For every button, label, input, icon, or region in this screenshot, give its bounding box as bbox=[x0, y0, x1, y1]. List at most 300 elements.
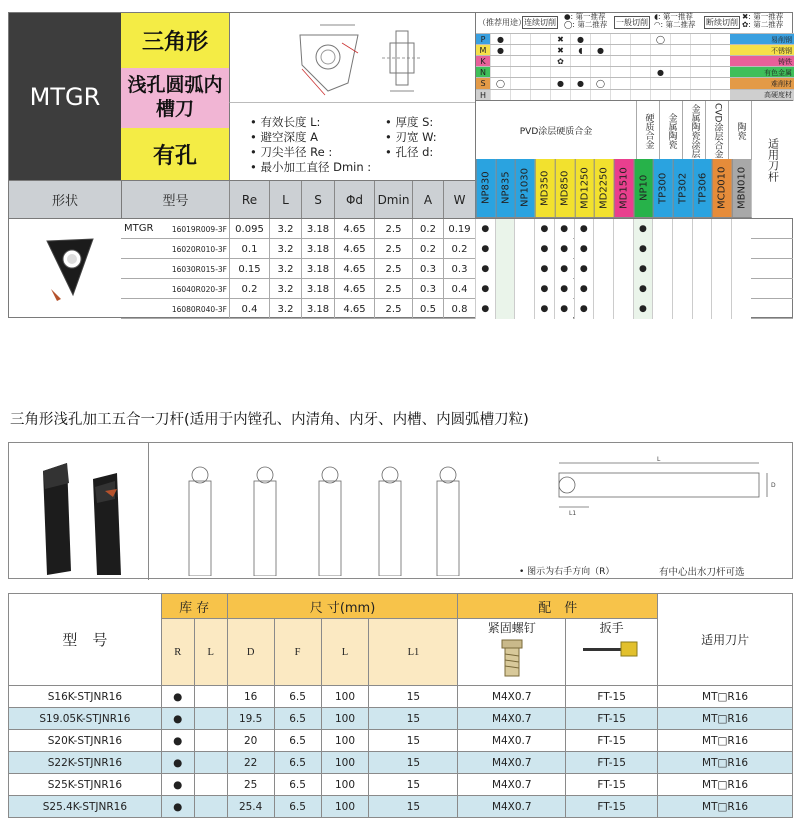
dim-label-l: L bbox=[657, 456, 661, 463]
grade-mark bbox=[731, 259, 751, 279]
insert-row bbox=[121, 259, 793, 279]
title-type: 浅孔圆弧内槽刀 bbox=[121, 68, 229, 128]
grade-mark bbox=[652, 259, 672, 279]
grade-header-md850: MD850 bbox=[555, 159, 575, 218]
group-ceramic: 陶瓷 bbox=[729, 101, 752, 160]
group-cermet-coated: 金属陶瓷涂层 bbox=[683, 101, 706, 160]
th-l1: L1 bbox=[369, 619, 458, 686]
grade-mark bbox=[514, 259, 534, 279]
grade-mark bbox=[731, 219, 751, 239]
row-dim-value: 0.15 bbox=[229, 259, 269, 279]
row-dim-value: 4.65 bbox=[334, 299, 374, 319]
row-dim-value: 3.18 bbox=[301, 259, 334, 279]
holder-cell-d: 16 bbox=[227, 686, 274, 708]
holder-cell-len: 100 bbox=[321, 708, 369, 730]
row-model: 16040R020-3F bbox=[171, 284, 227, 294]
row-dim-value: 0.3 bbox=[412, 259, 443, 279]
row-dim-value: 3.2 bbox=[269, 239, 301, 259]
holder-cell-d: 25.4 bbox=[227, 796, 274, 818]
row-dim-value: 3.2 bbox=[269, 219, 301, 239]
material-mark: ◖ bbox=[570, 45, 590, 56]
grade-header-np830: NP830 bbox=[476, 159, 496, 218]
material-row-P bbox=[476, 33, 794, 44]
holder-cell-screw: M4X0.7 bbox=[458, 730, 566, 752]
grade-mark: ● bbox=[534, 299, 554, 319]
material-mark: ✖ bbox=[550, 34, 570, 45]
grade-mark: ● bbox=[534, 259, 554, 279]
grade-mark: ● bbox=[475, 219, 495, 239]
grade-mark: ● bbox=[633, 299, 653, 319]
coolant-note: 有中心出水刀杆可选 bbox=[659, 567, 745, 578]
row-dim-value: 3.2 bbox=[269, 259, 301, 279]
holder-dimension-drawing bbox=[539, 455, 779, 525]
grade-header-md1510: MD1510 bbox=[614, 159, 634, 218]
dim-header: Dmin bbox=[374, 181, 412, 219]
holder-cell-insert: MT□R16 bbox=[658, 752, 793, 774]
holder-cell-l bbox=[194, 752, 227, 774]
holder-cell-l bbox=[194, 774, 227, 796]
grade-mark bbox=[613, 219, 633, 239]
row-model: 16030R015-3F bbox=[171, 264, 227, 274]
holder-cell-f: 6.5 bbox=[274, 752, 321, 774]
row-dim-value: 0.1 bbox=[229, 239, 269, 259]
holder-row bbox=[9, 686, 793, 708]
dim-header: A bbox=[412, 181, 443, 219]
holder-cell-wrench: FT-15 bbox=[566, 774, 658, 796]
grade-mark bbox=[711, 279, 731, 299]
param-l: • 有效长度 L: bbox=[250, 115, 321, 129]
holder-cell-wrench: FT-15 bbox=[566, 752, 658, 774]
insert-row bbox=[121, 279, 793, 299]
material-mark: ✖ bbox=[550, 45, 570, 56]
holder-cell-l1: 15 bbox=[369, 730, 458, 752]
holder-cell-d: 19.5 bbox=[227, 708, 274, 730]
holder-cell-f: 6.5 bbox=[274, 708, 321, 730]
material-name: 难削材 bbox=[730, 78, 794, 89]
holder-cell-l bbox=[194, 686, 227, 708]
grade-mark bbox=[613, 279, 633, 299]
grade-mark: ● bbox=[633, 279, 653, 299]
holder-cell-r: ● bbox=[161, 796, 194, 818]
dimension-headers bbox=[229, 180, 475, 218]
material-name: 有色金属 bbox=[730, 67, 794, 78]
holder-cell-l bbox=[194, 796, 227, 818]
grade-mark: ● bbox=[633, 259, 653, 279]
grade-column-headers bbox=[475, 159, 751, 218]
material-mark: ● bbox=[490, 45, 510, 56]
grade-mark bbox=[652, 299, 672, 319]
row-dim-value: 0.2 bbox=[229, 279, 269, 299]
insert-data-rows bbox=[121, 218, 793, 318]
grade-mark bbox=[711, 299, 731, 319]
holder-cell-l bbox=[194, 708, 227, 730]
grade-mark bbox=[593, 219, 613, 239]
grade-mark: ● bbox=[574, 239, 594, 259]
grade-mark bbox=[711, 219, 731, 239]
grade-mark: ● bbox=[534, 239, 554, 259]
holder-cell-f: 6.5 bbox=[274, 686, 321, 708]
grade-mark bbox=[672, 299, 692, 319]
holder-row bbox=[9, 796, 793, 818]
holder-photo bbox=[29, 451, 139, 575]
holder-cell-wrench: FT-15 bbox=[566, 730, 658, 752]
th-len: L bbox=[321, 619, 369, 686]
dim-header: S bbox=[301, 181, 334, 219]
grade-mark bbox=[514, 299, 534, 319]
holder-cell-r: ● bbox=[161, 730, 194, 752]
holder-cell-len: 100 bbox=[321, 686, 369, 708]
grade-mark: ● bbox=[475, 259, 495, 279]
param-a: • 避空深度 A bbox=[250, 130, 318, 144]
holder-table-wrapper bbox=[8, 593, 793, 818]
row-dim-value: 0.8 bbox=[443, 299, 475, 319]
grade-mark bbox=[593, 239, 613, 259]
grade-mark: ● bbox=[534, 219, 554, 239]
holder-cell-model: S19.05K-STJNR16 bbox=[9, 708, 162, 730]
holder-cell-d: 20 bbox=[227, 730, 274, 752]
holder-cell-l1: 15 bbox=[369, 708, 458, 730]
material-letter: K bbox=[476, 56, 490, 67]
row-dim-value: 2.5 bbox=[374, 239, 412, 259]
material-mark: ◯ bbox=[490, 78, 510, 89]
material-row-N bbox=[476, 66, 794, 77]
legend-continuous: 连续切削 bbox=[524, 18, 556, 27]
group-carbide: 硬质合金 bbox=[637, 101, 660, 160]
row-dim-value: 0.4 bbox=[443, 279, 475, 299]
grade-header-tp302: TP302 bbox=[673, 159, 693, 218]
row-dim-value: 3.18 bbox=[301, 279, 334, 299]
row-dim-value: 0.2 bbox=[412, 239, 443, 259]
insert-row bbox=[121, 239, 793, 259]
th-wrench: 扳手 bbox=[566, 619, 658, 686]
grade-mark bbox=[593, 259, 613, 279]
dim-header: W bbox=[443, 181, 475, 219]
grade-mark bbox=[731, 239, 751, 259]
grade-mark bbox=[731, 299, 751, 319]
grade-mark bbox=[652, 239, 672, 259]
holder-cell-model: S25.4K-STJNR16 bbox=[9, 796, 162, 818]
grade-mark bbox=[514, 279, 534, 299]
material-mark bbox=[490, 90, 510, 101]
legend-interrupted: 断续切削 bbox=[706, 18, 738, 27]
material-mark: ✿ bbox=[550, 56, 570, 67]
grade-mark: ● bbox=[554, 279, 574, 299]
holder-cell-len: 100 bbox=[321, 774, 369, 796]
legend-general: 一般切削 bbox=[616, 18, 648, 27]
insert-photo bbox=[9, 218, 121, 318]
holder-cell-r: ● bbox=[161, 686, 194, 708]
holder-cell-r: ● bbox=[161, 708, 194, 730]
grade-mark: ● bbox=[633, 239, 653, 259]
grade-mark bbox=[692, 259, 712, 279]
title-shape: 三角形 bbox=[121, 13, 229, 68]
holder-cell-l bbox=[194, 730, 227, 752]
th-f: F bbox=[274, 619, 321, 686]
grade-mark bbox=[593, 299, 613, 319]
material-mark bbox=[690, 90, 710, 101]
grade-mark bbox=[692, 279, 712, 299]
holder-cell-l1: 15 bbox=[369, 796, 458, 818]
holder-cell-model: S25K-STJNR16 bbox=[9, 774, 162, 796]
group-holder: 适用刀杆 bbox=[752, 101, 794, 219]
row-dim-value: 3.18 bbox=[301, 299, 334, 319]
dim-label-d: D bbox=[771, 482, 776, 489]
th-r: R bbox=[161, 619, 194, 686]
material-mark bbox=[530, 90, 550, 101]
row-dim-value: 0.4 bbox=[229, 299, 269, 319]
row-dim-value: 3.2 bbox=[269, 279, 301, 299]
material-name: 易削钢 bbox=[730, 34, 794, 45]
material-mark: ● bbox=[490, 34, 510, 45]
grade-mark bbox=[613, 299, 633, 319]
th-d: D bbox=[227, 619, 274, 686]
holder-row bbox=[9, 752, 793, 774]
grade-mark bbox=[514, 219, 534, 239]
material-mark: ● bbox=[570, 78, 590, 89]
param-d: • 孔径 d: bbox=[385, 145, 434, 159]
row-dim-value: 0.3 bbox=[412, 279, 443, 299]
grade-mark: ● bbox=[554, 259, 574, 279]
grade-header-mbn010: MBN010 bbox=[732, 159, 752, 218]
th-stock: 库 存 bbox=[161, 594, 227, 619]
material-letter: P bbox=[476, 34, 490, 45]
grade-mark: ● bbox=[475, 299, 495, 319]
material-mark bbox=[590, 90, 610, 101]
material-mark: ◯ bbox=[650, 34, 670, 45]
holder-cell-len: 100 bbox=[321, 752, 369, 774]
grade-mark bbox=[711, 259, 731, 279]
row-dim-value: 4.65 bbox=[334, 259, 374, 279]
row-dim-value: 3.18 bbox=[301, 239, 334, 259]
grade-mark bbox=[672, 219, 692, 239]
row-dim-value: 4.65 bbox=[334, 219, 374, 239]
grade-header-md1250: MD1250 bbox=[575, 159, 595, 218]
grade-mark bbox=[514, 239, 534, 259]
grade-mark: ● bbox=[475, 239, 495, 259]
material-mark bbox=[650, 90, 670, 101]
grade-header-np835: NP835 bbox=[496, 159, 516, 218]
holder-cell-f: 6.5 bbox=[274, 730, 321, 752]
holder-cell-wrench: FT-15 bbox=[566, 686, 658, 708]
holder-cell-wrench: FT-15 bbox=[566, 796, 658, 818]
material-letter: H bbox=[476, 90, 490, 101]
holder-row bbox=[9, 774, 793, 796]
holder-cell-screw: M4X0.7 bbox=[458, 708, 566, 730]
grade-mark bbox=[495, 219, 515, 239]
holder-cell-model: S22K-STJNR16 bbox=[9, 752, 162, 774]
grade-group-headers bbox=[475, 100, 793, 182]
holder-cell-insert: MT□R16 bbox=[658, 708, 793, 730]
material-letter: S bbox=[476, 78, 490, 89]
holder-cell-d: 25 bbox=[227, 774, 274, 796]
material-mark bbox=[610, 90, 630, 101]
insert-drawing-svg bbox=[230, 13, 476, 103]
holder-cell-model: S16K-STJNR16 bbox=[9, 686, 162, 708]
grade-mark: ● bbox=[554, 219, 574, 239]
holder-cell-l1: 15 bbox=[369, 774, 458, 796]
material-letter: M bbox=[476, 45, 490, 56]
material-mark bbox=[710, 90, 730, 101]
section2-title: 三角形浅孔加工五合一刀杆(适用于内镗孔、内清角、内牙、内槽、内圆弧槽刀粒) bbox=[10, 412, 529, 428]
grade-mark bbox=[495, 259, 515, 279]
material-row-K bbox=[476, 55, 794, 66]
grade-mark: ● bbox=[554, 239, 574, 259]
holder-cell-len: 100 bbox=[321, 730, 369, 752]
grade-mark bbox=[672, 279, 692, 299]
row-dim-value: 2.5 bbox=[374, 299, 412, 319]
grade-mark bbox=[613, 239, 633, 259]
grade-header-md2250: MD2250 bbox=[594, 159, 614, 218]
grade-mark bbox=[613, 259, 633, 279]
row-dim-value: 2.5 bbox=[374, 219, 412, 239]
insert-row bbox=[121, 299, 793, 319]
row-dim-value: 3.18 bbox=[301, 219, 334, 239]
row-dim-value: 0.5 bbox=[412, 299, 443, 319]
material-row-S bbox=[476, 77, 794, 88]
material-mark bbox=[510, 90, 530, 101]
th-l: L bbox=[194, 619, 227, 686]
holder-cell-insert: MT□R16 bbox=[658, 686, 793, 708]
insert-row bbox=[121, 219, 793, 239]
grade-mark: ● bbox=[574, 219, 594, 239]
holder-row bbox=[9, 708, 793, 730]
holder-cell-screw: M4X0.7 bbox=[458, 774, 566, 796]
material-name: 铸铁 bbox=[730, 56, 794, 67]
material-rows bbox=[475, 33, 793, 100]
grade-mark bbox=[652, 279, 672, 299]
holder-cell-r: ● bbox=[161, 774, 194, 796]
param-w: • 刃宽 W: bbox=[385, 130, 437, 144]
material-mark: ● bbox=[570, 34, 590, 45]
material-mark: ● bbox=[590, 45, 610, 56]
holder-illustration-panel bbox=[8, 442, 793, 579]
holder-table bbox=[8, 593, 793, 818]
holder-cell-insert: MT□R16 bbox=[658, 796, 793, 818]
grade-mark bbox=[672, 239, 692, 259]
th-model: 型 号 bbox=[9, 594, 162, 686]
material-mark: ● bbox=[550, 78, 570, 89]
material-mark bbox=[630, 90, 650, 101]
grade-mark bbox=[672, 259, 692, 279]
grade-header-np10: NP10 bbox=[634, 159, 654, 218]
grade-mark bbox=[495, 239, 515, 259]
row-dim-value: 0.19 bbox=[443, 219, 475, 239]
holder-cell-wrench: FT-15 bbox=[566, 708, 658, 730]
material-mark: ◯ bbox=[590, 78, 610, 89]
grade-mark bbox=[593, 279, 613, 299]
row-model: 16019R009-3F bbox=[171, 224, 227, 234]
holder-cell-screw: M4X0.7 bbox=[458, 752, 566, 774]
material-row-H bbox=[476, 89, 794, 100]
row-model: 16080R040-3F bbox=[171, 304, 227, 314]
holder-cell-len: 100 bbox=[321, 796, 369, 818]
holder-usage-drawings bbox=[179, 461, 499, 576]
dim-header: Re bbox=[229, 181, 269, 219]
grade-mark: ● bbox=[554, 299, 574, 319]
grade-mark: ● bbox=[574, 279, 594, 299]
holder-cell-l1: 15 bbox=[369, 752, 458, 774]
holder-cell-screw: M4X0.7 bbox=[458, 796, 566, 818]
grade-header-mcd010: MCD010 bbox=[712, 159, 732, 218]
usage-legend: （推荐用途） 连续切削 ●: 第一推荐 ◯: 第二推荐 一般切削 ◖: 第一推荐 ◠: 第二推荐 断续切削 ✖: 第一推荐 ✿: 第二推荐 bbox=[475, 13, 793, 33]
grade-mark: ● bbox=[534, 279, 554, 299]
row-dim-value: 4.65 bbox=[334, 239, 374, 259]
parameter-legend bbox=[229, 103, 475, 180]
grade-mark bbox=[495, 279, 515, 299]
grade-header-tp300: TP300 bbox=[653, 159, 673, 218]
grade-header-tp306: TP306 bbox=[693, 159, 713, 218]
row-dim-value: 0.2 bbox=[443, 239, 475, 259]
row-code: MTGR bbox=[124, 223, 154, 234]
insert-dimension-drawing bbox=[229, 13, 475, 103]
holder-cell-d: 22 bbox=[227, 752, 274, 774]
holder-cell-insert: MT□R16 bbox=[658, 774, 793, 796]
material-name: 不锈钢 bbox=[730, 45, 794, 56]
row-dim-value: 0.3 bbox=[443, 259, 475, 279]
screw-icon bbox=[492, 636, 532, 680]
material-row-M bbox=[476, 44, 794, 55]
th-screw: 紧固螺钉 bbox=[458, 619, 566, 686]
material-name: 高硬度材 bbox=[730, 90, 794, 101]
grade-header-md350: MD350 bbox=[535, 159, 555, 218]
grade-mark bbox=[731, 279, 751, 299]
material-mark bbox=[670, 90, 690, 101]
holder-cell-l1: 15 bbox=[369, 686, 458, 708]
holder-cell-insert: MT□R16 bbox=[658, 730, 793, 752]
direction-note: • 图示为右手方向（R） bbox=[519, 567, 615, 577]
material-mark: ● bbox=[650, 67, 670, 78]
row-model: 16020R010-3F bbox=[171, 244, 227, 254]
row-dim-value: 2.5 bbox=[374, 259, 412, 279]
grade-mark: ● bbox=[574, 259, 594, 279]
dim-header: L bbox=[269, 181, 301, 219]
wrench-icon bbox=[577, 636, 647, 666]
grade-mark bbox=[692, 299, 712, 319]
group-pvd: PVD涂层硬质合金 bbox=[476, 101, 637, 160]
grade-mark bbox=[692, 219, 712, 239]
material-letter: N bbox=[476, 67, 490, 78]
holder-cell-screw: M4X0.7 bbox=[458, 686, 566, 708]
row-dim-value: 0.2 bbox=[412, 219, 443, 239]
grade-mark: ● bbox=[574, 299, 594, 319]
grade-mark bbox=[652, 219, 672, 239]
row-dim-value: 3.2 bbox=[269, 299, 301, 319]
holder-cell-f: 6.5 bbox=[274, 774, 321, 796]
row-dim-value: 4.65 bbox=[334, 279, 374, 299]
param-dmin: • 最小加工直径 Dmin : bbox=[250, 160, 372, 174]
dim-label-l1: L1 bbox=[569, 510, 577, 517]
row-dim-value: 0.095 bbox=[229, 219, 269, 239]
material-mark bbox=[570, 90, 590, 101]
product-code: MTGR bbox=[29, 82, 101, 111]
header-model: 型号 bbox=[121, 180, 229, 218]
grade-mark: ● bbox=[633, 219, 653, 239]
holder-cell-f: 6.5 bbox=[274, 796, 321, 818]
param-s: • 厚度 S: bbox=[385, 115, 434, 129]
dim-header: Φd bbox=[334, 181, 374, 219]
row-dim-value: 2.5 bbox=[374, 279, 412, 299]
grade-mark bbox=[692, 239, 712, 259]
th-parts: 配 件 bbox=[458, 594, 658, 619]
header-shape: 形状 bbox=[9, 180, 121, 218]
holder-row bbox=[9, 730, 793, 752]
material-mark bbox=[550, 90, 570, 101]
product-code-block bbox=[9, 13, 121, 180]
th-dims: 尺 寸(mm) bbox=[227, 594, 458, 619]
th-insert: 适用刀片 bbox=[658, 594, 793, 686]
grade-mark bbox=[495, 299, 515, 319]
group-cvd: CVD涂层合金 bbox=[706, 101, 729, 160]
